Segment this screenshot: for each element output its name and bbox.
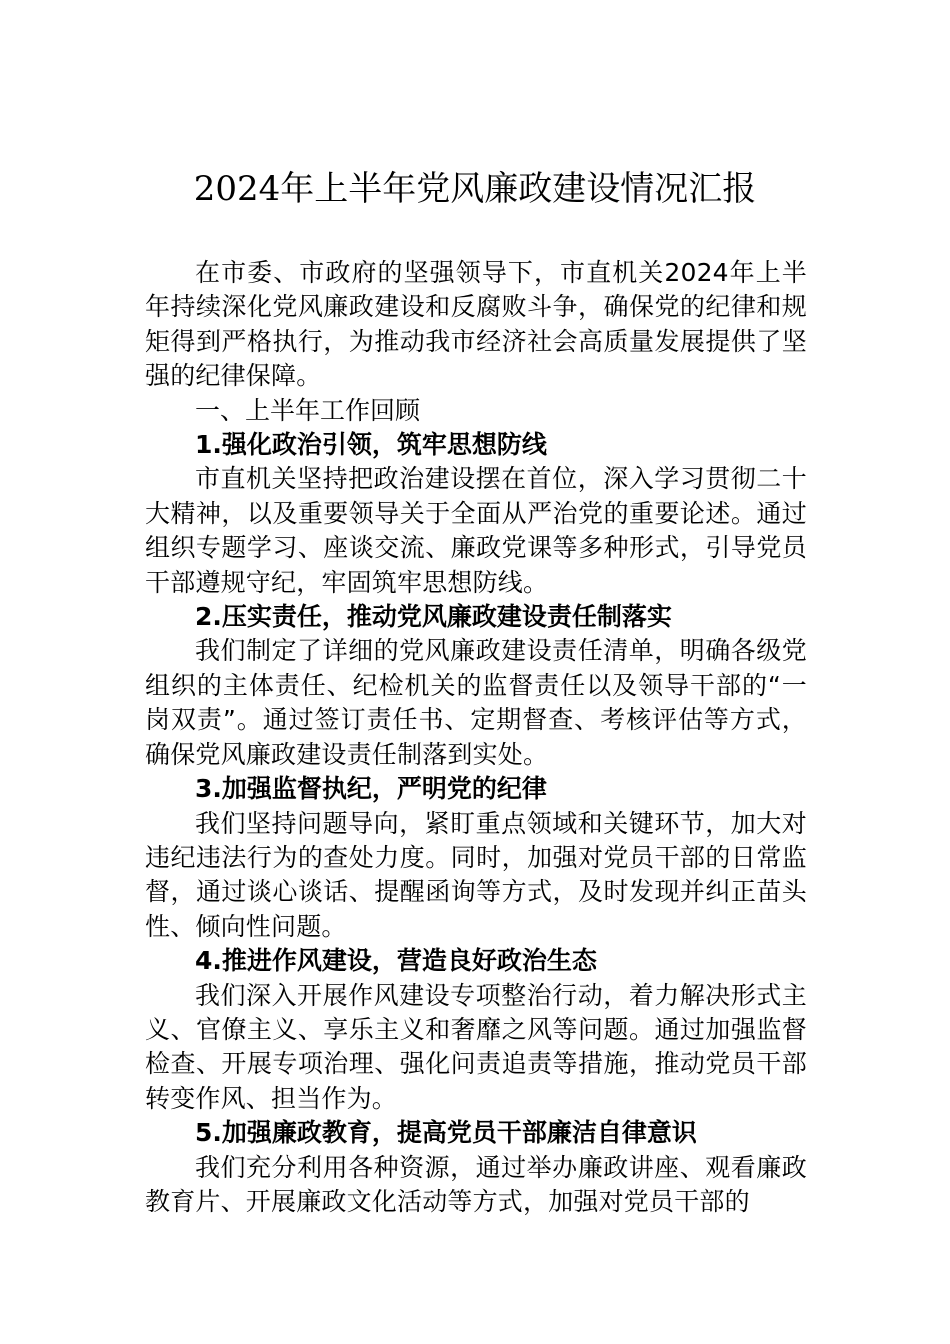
item-heading: 1.强化政治引领，筑牢思想防线 <box>195 430 547 460</box>
intro-paragraph: 在市委、市政府的坚强领导下，市直机关2024年上半年持续深化党风廉政建设和反腐败斗争，确保党的纪律和规矩得到严格执行，为推动我市经济社会高质量发展提供了坚强的纪律保障。 <box>145 258 807 391</box>
document-body <box>145 256 807 1219</box>
item-paragraph: 我们坚持问题导向，紧盯重点领域和关键环节，加大对违纪违法行为的查处力度。同时，加强对党员干部的日常监督，通过谈心谈话、提醒函询等方式，及时发现并纠正苗头性、倾向性问题。 <box>145 808 807 941</box>
item-paragraph: 我们深入开展作风建设专项整治行动，着力解决形式主义、官僚主义、享乐主义和奢靡之风等问题。通过加强监督检查、开展专项治理、强化问责追责等措施，推动党员干部转变作风、担当作为。 <box>145 980 807 1113</box>
item-heading: 4.推进作风建设，营造良好政治生态 <box>195 946 597 976</box>
item-heading: 3.加强监督执纪，严明党的纪律 <box>195 774 547 804</box>
item-paragraph: 市直机关坚持把政治建设摆在首位，深入学习贯彻二十大精神，以及重要领导关于全面从严治党的重要论述。通过组织专题学习、座谈交流、廉政党课等多种形式，引导党员干部遵规守纪，牢固筑牢思想防线。 <box>145 464 807 597</box>
section-heading: 一、上半年工作回顾 <box>195 395 421 425</box>
item-paragraph: 我们充分利用各种资源，通过举办廉政讲座、观看廉政教育片、开展廉政文化活动等方式，加强对党员干部的 <box>145 1152 807 1216</box>
document-title: 2024年上半年党风廉政建设情况汇报 <box>193 169 757 209</box>
item-heading: 5.加强廉政教育，提高党员干部廉洁自律意识 <box>195 1118 697 1148</box>
item-heading: 2.压实责任，推动党风廉政建设责任制落实 <box>195 602 672 632</box>
item-paragraph: 我们制定了详细的党风廉政建设责任清单，明确各级党组织的主体责任、纪检机关的监督责任以及领导干部的“一岗双责”。通过签订责任书、定期督查、考核评估等方式，确保党风廉政建设责任制落到实处。 <box>145 636 807 769</box>
